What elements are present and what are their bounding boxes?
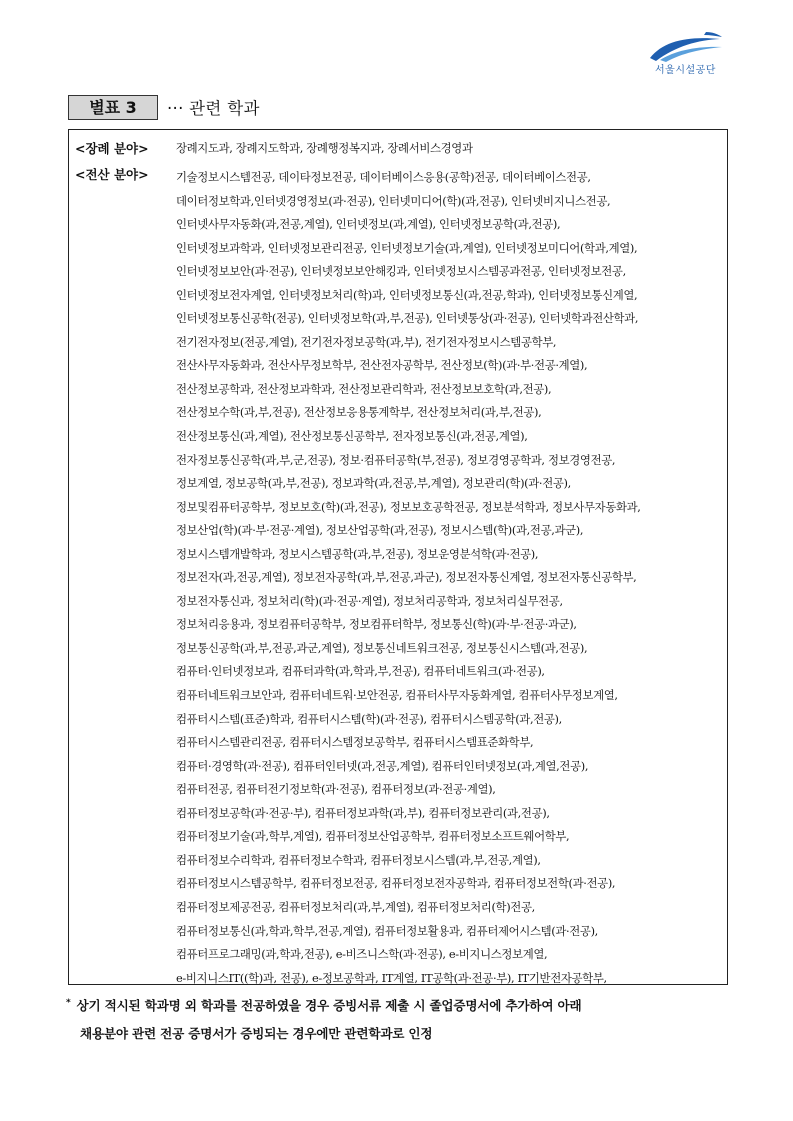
majors-line: 정보계열, 정보공학(과,부,전공), 정보과학(과,전공,부,계열), 정보관리(학)(과·전공), [176, 476, 571, 491]
appendix-tag: 별표 3 [68, 95, 158, 120]
majors-line: 컴퓨터정보기술(과,학부,계열), 컴퓨터정보산업공학부, 컴퓨터정보소프트웨어학부, [176, 829, 570, 844]
majors-line: 컴퓨터·경영학(과·전공), 컴퓨터인터넷(과,전공,계열), 컴퓨터인터넷정보(과,계열,전공), [176, 758, 589, 773]
majors-line: 정보처리응용과, 정보컴퓨터공학부, 정보컴퓨터학부, 정보통신(학)(과·부·전공·과군), [176, 617, 577, 632]
majors-line: 인터넷사무자동화(과,전공,계열), 인터넷정보(과,계열), 인터넷정보공학(과,전공), [176, 217, 561, 232]
majors-line: 컴퓨터정보시스템공학부, 컴퓨터정보전공, 컴퓨터정보전자공학과, 컴퓨터정보전학(과·전공), [176, 876, 616, 891]
footnote-line [66, 994, 581, 1025]
majors-line: 컴퓨터정보통신(과,학과,학부,전공,계열), 컴퓨터정보활용과, 컴퓨터제어시스템(과·전공), [176, 923, 598, 938]
majors-line: 컴퓨터전공, 컴퓨터전기정보학(과·전공), 컴퓨터정보(과·전공·계열), [176, 782, 496, 797]
footnote-text: 상기 적시된 학과명 외 학과를 전공하였을 경우 증빙서류 제출 시 졸업증명서에 추가하여 아래 [76, 998, 582, 1013]
seoul-facilities-logo [640, 30, 760, 80]
majors-line: 전산정보통신(과,계열), 전산정보통신공학부, 전자정보통신(과,전공,계열), [176, 429, 528, 444]
majors-line: 인터넷정보통신공학(전공), 인터넷정보학(과,부,전공), 인터넷통상(과·전공), 인터넷학과전산학과, [176, 311, 639, 326]
majors-line: 인터넷정보과학과, 인터넷정보관리전공, 인터넷정보기술(과,계열), 인터넷정보미디어(학과,계열), [176, 240, 638, 255]
majors-line: 전산정보공학과, 전산정보과학과, 전산정보관리학과, 전산정보보호학(과,전공), [176, 381, 552, 396]
majors-line: 정보시스템개발학과, 정보시스템공학(과,부,전공), 정보운영분석학(과·전공), [176, 546, 539, 561]
logo-text: 서울시설공단 [655, 65, 716, 76]
majors-line: 전산정보수학(과,부,전공), 전산정보응용통계학부, 전산정보처리(과,부,전공), [176, 405, 542, 420]
majors-line: 컴퓨터시스템관리전공, 컴퓨터시스템정보공학부, 컴퓨터시스템표준화학부, [176, 735, 534, 750]
majors-line: 전산사무자동화과, 전산사무정보학부, 전산전자공학부, 전산정보(학)(과·부·전공·계열), [176, 358, 588, 373]
majors-line: 정보전자(과,전공,계열), 정보전자공학(과,부,전공,과군), 정보전자통신계열, 정보전자통신공학부, [176, 570, 637, 585]
page-title: ··· 관련 학과 [167, 99, 260, 118]
majors-line: 정보통신공학(과,부,전공,과군,계열), 정보통신네트워크전공, 정보통신시스템(과,전공), [176, 640, 588, 655]
majors-line: 정보및컴퓨터공학부, 정보보호(학)(과,전공), 정보보호공학전공, 정보분석학과, 정보사무자동화과, [176, 499, 641, 514]
majors-line: 컴퓨터정보수리학과, 컴퓨터정보수학과, 컴퓨터정보시스템(과,부,전공,계열), [176, 852, 541, 867]
related-majors-table [68, 129, 728, 985]
field-label: <전산 분야> [75, 167, 149, 182]
majors-line: 컴퓨터시스템(표준)학과, 컴퓨터시스템(학)(과·전공), 컴퓨터시스템공학(과,전공), [176, 711, 562, 726]
field-label: <장례 분야> [75, 141, 149, 156]
majors-line: 인터넷정보전자계열, 인터넷정보처리(학)과, 인터넷정보통신(과,전공,학과), 인터넷정보통신계열, [176, 287, 638, 302]
logo-wave-icon [646, 30, 724, 64]
majors-line: 정보산업(학)(과·부·전공·계열), 정보산업공학(과,전공), 정보시스템(학)(과,전공,과군), [176, 523, 584, 538]
footnote-line [66, 1025, 581, 1056]
majors-line: 기술정보시스템전공, 데이타정보전공, 데이터베이스응용(공학)전공, 데이터베이스전공, [176, 170, 591, 184]
majors-line: 데이터정보학과,인터넷경영정보(과·전공), 인터넷미디어(학)(과,전공), 인터넷비지니스전공, [176, 193, 611, 208]
majors-line: 컴퓨터·인터넷정보과, 컴퓨터과학(과,학과,부,전공), 컴퓨터네트워크(과·전공), [176, 664, 545, 679]
footnote-text: 채용분야 관련 전공 증명서가 증빙되는 경우에만 관련학과로 인정 [80, 1026, 433, 1041]
appendix-heading [68, 94, 260, 120]
majors-line: 컴퓨터정보제공전공, 컴퓨터정보처리(과,부,계열), 컴퓨터정보처리(학)전공, [176, 899, 535, 914]
majors-list [176, 140, 723, 156]
majors-line: 컴퓨터네트워크보안과, 컴퓨터네트워·보안전공, 컴퓨터사무자동화계열, 컴퓨터사무정보계열, [176, 688, 618, 703]
majors-line: 정보전자통신과, 정보처리(학)(과·전공·계열), 정보처리공학과, 정보처리실무전공, [176, 593, 563, 608]
footnote-mark: * [66, 998, 71, 1008]
majors-line: e-비지니스IT((학)과, 전공), e-정보공학과, IT계열, IT공학(과·전공·부), IT기반전자공학부, [176, 970, 607, 985]
majors-list [176, 166, 723, 990]
majors-line: 전자정보통신공학(과,부,군,전공), 정보·컴퓨터공학(부,전공), 정보경영공학과, 정보경영전공, [176, 452, 616, 467]
majors-line: 컴퓨터정보공학(과·전공·부), 컴퓨터정보과학(과,부), 컴퓨터정보관리(과,전공), [176, 805, 550, 820]
majors-line: 컴퓨터프로그래밍(과,학과,전공), e-비즈니스학(과·전공), e-비지니스정보계열, [176, 947, 548, 962]
majors-line: 장례지도과, 장례지도학과, 장례행정복지과, 장례서비스경영과 [176, 141, 473, 155]
footnote [66, 994, 581, 1056]
majors-line: 전기전자정보(전공,계열), 전기전자정보공학(과,부), 전기전자정보시스템공학부, [176, 334, 557, 349]
majors-line: 인터넷정보보안(과·전공), 인터넷정보보안해킹과, 인터넷정보시스템공과전공, 인터넷정보전공, [176, 264, 626, 279]
